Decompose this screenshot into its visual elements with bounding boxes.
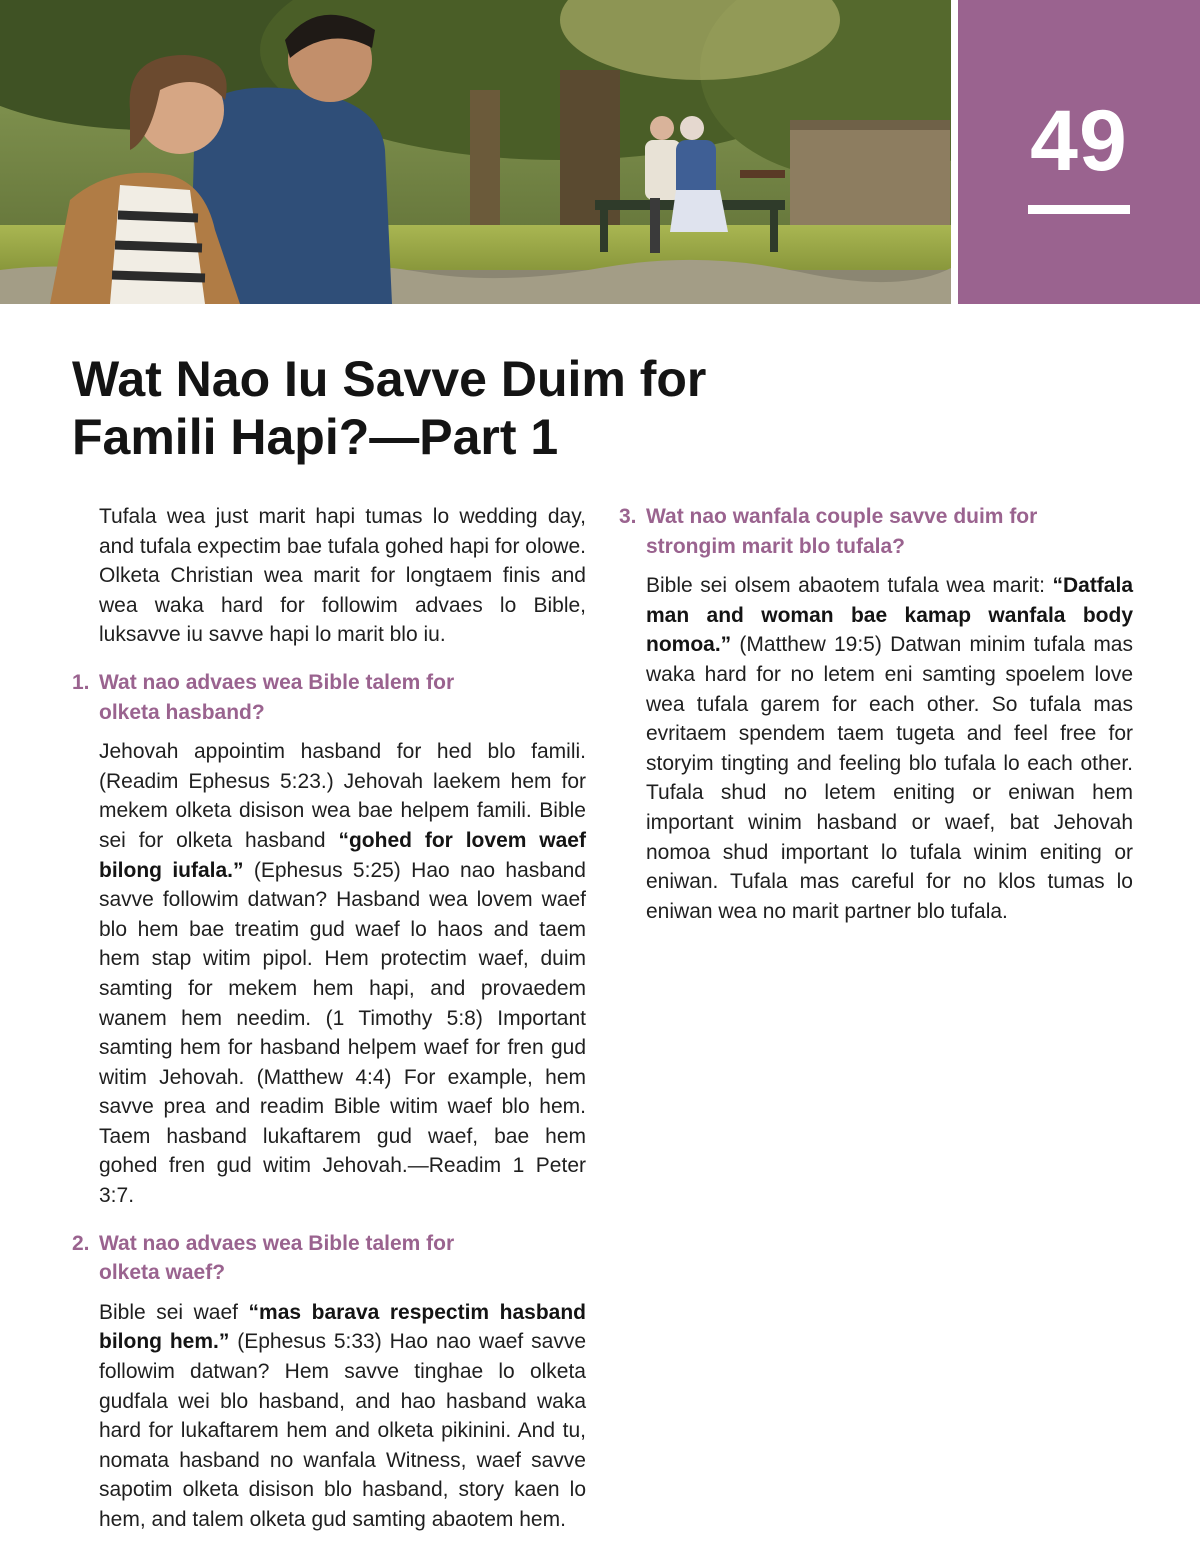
section-1-number: 1. — [72, 670, 90, 694]
page-title — [72, 350, 832, 466]
lesson-number: 49 — [1030, 93, 1128, 189]
section-2-quote: “mas barava respectim hasband bilong hem.” — [99, 1300, 586, 1354]
header-photo — [0, 0, 951, 304]
section-3-quote: “Datfala man and woman bae kamap wanfala body nomoa.” — [646, 574, 1133, 657]
section-1-quote: “gohed for lovem waef bilong iufala.” — [99, 828, 586, 882]
right-column — [619, 502, 1133, 944]
left-column — [72, 502, 586, 1553]
lesson-number-badge — [958, 0, 1200, 304]
intro-paragraph: Tufala wea just marit hapi tumas lo wedding day, and tufala expectim bae tufala gohed hapi for olowe. Olketa Christian wea marit for longtaem finis and wea waka hard for followim advaes lo Bible, luksavve iu savve hapi lo marit blo iu. — [99, 505, 586, 647]
section-3-number: 3. — [619, 505, 637, 528]
section-1-body: Jehovah appointim hasband for hed blo famili. (Readim Ephesus 5:23.) Jehovah laekem hem for mekem olketa disison wea bae helpem famili. Bible sei for olketa hasband “gohed for lovem waef bilong iufala.” (Ephesus 5:25) Hao nao hasband savve followim datwan? Hasband wea lovem waef blo hem bae treatim gud waef lo haos and taem hem stap witim pipol. Hem protectim waef, duim samting for mekem hem hapi, and provaedem wanem hem needim. (1 Timothy 5:8) Important samting hem for hasband helpem waef for fren gud witim Jehovah. (Matthew 4:4) For example, hem savve prea and readim Bible witim waef blo hem. Taem hasband lukaftarem gud waef, bae hem gohed fren gud witim Jehovah.—Readim 1 Peter 3:7. — [99, 740, 586, 1208]
section-2-number: 2. — [72, 1231, 90, 1255]
title-line-1: Wat Nao Iu Savve Duim for — [72, 351, 707, 407]
section-3-heading: 3. Wat nao wanfala couple savve duim for strongim marit blo tufala? — [619, 502, 1133, 561]
section-3-body: Bible sei olsem abaotem tufala wea marit: “Datfala man and woman bae kamap wanfala body nomoa.” (Matthew 19:5) Datwan minim tufala mas waka hard for no letem eni samting spoelem love wea tufala garem for each other. So tufala mas evritaem spendem taem tugeta and feel free for storyim tingting and feeling blo tufala lo each other. Tufala shud no letem eniting or eniwan hem important winim hasband or waef, bat Jehovah nomoa shud important lo tufala winim eniting or eniwan. Tufala mas careful for no klos tumas lo eniwan wea no marit partner blo tufala. — [646, 574, 1133, 923]
section-2-heading: 2. Wat nao advaes wea Bible talem for olketa waef? — [72, 1229, 586, 1288]
section-1-heading: 1. Wat nao advaes wea Bible talem for olketa hasband? — [72, 668, 586, 727]
badge-underline — [1028, 205, 1130, 214]
section-2-body: Bible sei waef “mas barava respectim hasband bilong hem.” (Ephesus 5:33) Hao nao waef savve followim datwan? Hem savve tinghae lo olketa gudfala wei blo hasband, and hao hasband waka hard for lukaftarem hem and olketa pikinini. And tu, nomata hasband no wanfala Witness, waef savve sapotim olketa disison blo hasband, story kaen lo hem, and talem olketa gud samting abaotem hem. — [99, 1300, 586, 1531]
park-scene-illustration — [0, 0, 951, 304]
title-line-2: Famili Hapi?—Part 1 — [72, 409, 559, 465]
